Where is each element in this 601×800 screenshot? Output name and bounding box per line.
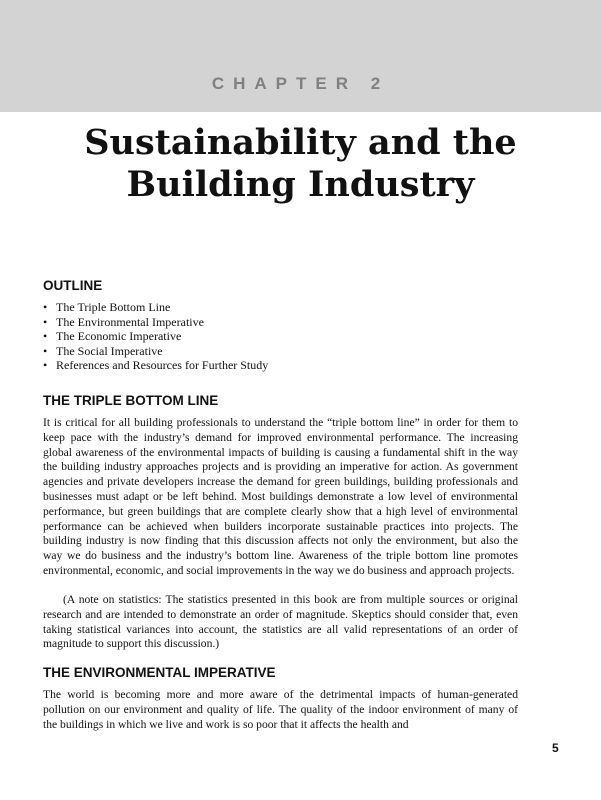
outline-item-label: The Environmental Imperative	[56, 314, 204, 329]
outline-item-label: The Triple Bottom Line	[56, 300, 171, 314]
outline-item	[43, 358, 268, 373]
outline-item-label: The Economic Imperative	[56, 329, 182, 344]
chapter-title	[0, 122, 601, 206]
chapter-title-line-2: Building Industry	[126, 164, 475, 205]
section-heading-environmental-imperative: THE ENVIRONMENTAL IMPERATIVE	[43, 665, 276, 680]
outline-item	[43, 329, 268, 344]
body-paragraph-statistics-note: (A note on statistics: The statistics presented in this book are from multiple sources or original research and are intended to demonstrate an order of magnitude. Skeptics should consider that, even taking statistical variances into account, the statistics are all valid representations of an order of magnitude to support this discussion.)	[43, 593, 518, 651]
chapter-label: CHAPTER 2	[211, 74, 390, 93]
bullet-icon: •	[43, 343, 48, 358]
chapter-title-line-1: Sustainability and the	[84, 122, 517, 163]
outline-item	[43, 344, 268, 359]
page-number: 5	[552, 741, 559, 755]
bullet-icon: •	[43, 314, 48, 329]
outline-list	[43, 300, 268, 373]
outline-item-label: The Social Imperative	[56, 343, 163, 358]
outline-item	[43, 315, 268, 330]
section-heading-triple-bottom-line: THE TRIPLE BOTTOM LINE	[43, 393, 219, 408]
chapter-header-band	[0, 0, 601, 112]
bullet-icon: •	[43, 358, 48, 373]
body-paragraph: The world is becoming more and more aware of the detrimental impacts of human-generated pollution on our environment and quality of life. The quality of the indoor environment of many of the buildings in which we live and work is so poor that it affects the health and	[43, 688, 518, 731]
outline-item-label: References and Resources for Further Study	[56, 358, 269, 373]
outline-item	[43, 300, 268, 315]
outline-heading: OUTLINE	[43, 278, 103, 293]
bullet-icon: •	[43, 300, 48, 314]
bullet-icon: •	[43, 329, 48, 344]
body-paragraph: It is critical for all building professionals to understand the “triple bottom line” in order for them to keep pace with the industry’s demand for improved environmental performance. The increasing global awareness of the environmental impacts of building is causing a fundamental shift in the way the building industry approaches projects and is providing an imperative for action. As government agencies and private developers increase the demand for green buildings, building professionals and businesses must adapt or be left behind. Most buildings demonstrate a low level of environmental performance, but green buildings that are complete clearly show that a high level of environmental performance can be achieved when builders incorporate sustainable practices into projects. The building industry is now finding that this discussion affects not only the environment, but also the way we do business and the industry’s bottom line. Awareness of the triple bottom line promotes environmental, economic, and social improvements in the way we do business and approach projects.	[43, 416, 518, 577]
